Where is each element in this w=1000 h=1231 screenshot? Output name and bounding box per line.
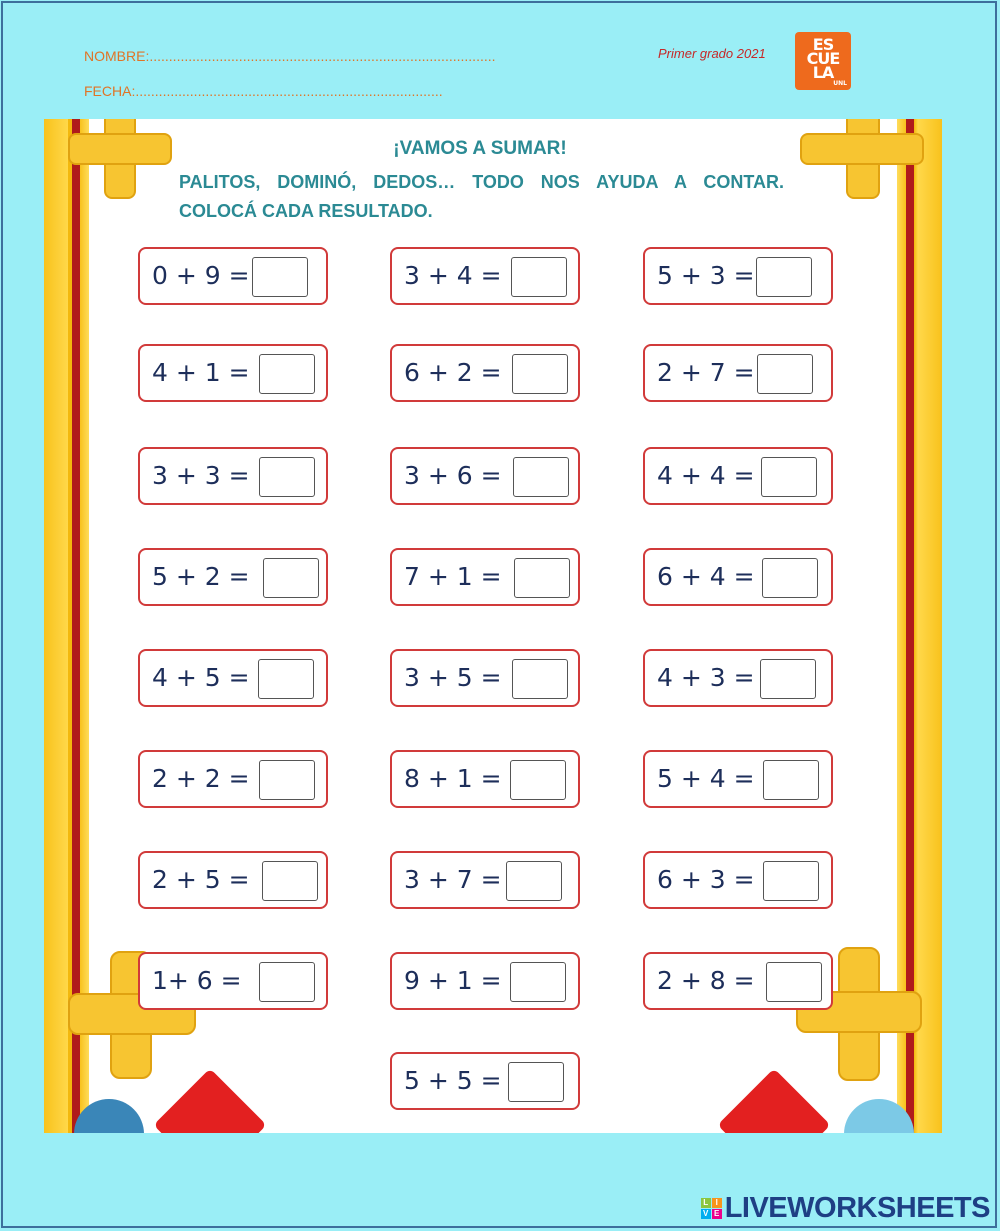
equation-box [390,247,580,305]
equation-box [138,952,328,1010]
liveworksheets-brand: LIVEWORKSHEETS [724,1192,990,1224]
logo-line: ES [812,35,834,54]
equation-box [390,447,580,505]
grade-label: Primer grado 2021 [658,46,766,61]
live-badge-icon [701,1198,722,1219]
answer-input[interactable] [512,354,568,394]
equation-text: 5 + 4 = [657,764,755,793]
equation-box [643,548,833,606]
answer-input[interactable] [762,558,818,598]
badge-letter: I [712,1198,722,1208]
instruction-line-1: PALITOS, DOMINÓ, DEDOS… TODO NOS AYUDA A CONTAR. [179,172,784,192]
answer-input[interactable] [262,861,318,901]
instruction-line-2: COLOCÁ CADA RESULTADO. [179,201,433,221]
equation-text: 3 + 6 = [404,461,502,490]
equation-box [390,750,580,808]
answer-input[interactable] [263,558,319,598]
badge-letter: V [701,1209,711,1219]
logo-sub: UNL [833,80,847,87]
times-icon [717,1068,830,1133]
equation-text: 4 + 4 = [657,461,755,490]
answer-input[interactable] [508,1062,564,1102]
answer-input[interactable] [766,962,822,1002]
answer-input[interactable] [506,861,562,901]
equation-text: 2 + 2 = [152,764,250,793]
equation-text: 5 + 3 = [657,261,755,290]
equation-text: 6 + 4 = [657,562,755,591]
equation-box [138,548,328,606]
equation-box [390,344,580,402]
answer-input[interactable] [512,659,568,699]
equation-box [643,247,833,305]
answer-input[interactable] [511,257,567,297]
equation-box [643,649,833,707]
answer-input[interactable] [259,457,315,497]
equation-text: 4 + 5 = [152,663,250,692]
answer-input[interactable] [510,962,566,1002]
answer-input[interactable] [756,257,812,297]
equation-box [643,344,833,402]
logo-line: LA [812,63,834,82]
equation-text: 3 + 7 = [404,865,502,894]
equation-box [643,952,833,1010]
answer-input[interactable] [514,558,570,598]
school-logo [795,32,851,90]
equation-box [390,548,580,606]
equation-box [643,447,833,505]
name-field-label: NOMBRE:......................................................................................... [84,48,496,64]
answer-input[interactable] [513,457,569,497]
equation-box [138,649,328,707]
equation-text: 6 + 2 = [404,358,502,387]
equation-text: 5 + 5 = [404,1066,502,1095]
badge-letter: E [712,1209,722,1219]
equation-text: 2 + 7 = [657,358,755,387]
equation-box [390,649,580,707]
worksheet-title: ¡VAMOS A SUMAR! [393,138,567,159]
equation-text: 3 + 4 = [404,261,502,290]
equation-box [138,750,328,808]
answer-input[interactable] [510,760,566,800]
badge-letter: L [701,1198,711,1208]
answer-input[interactable] [763,760,819,800]
date-field-label: FECHA:............................................................................... [84,83,443,99]
answer-input[interactable] [259,760,315,800]
times-icon [153,1068,266,1133]
answer-input[interactable] [258,659,314,699]
answer-input[interactable] [259,962,315,1002]
answer-input[interactable] [252,257,308,297]
equation-text: 4 + 3 = [657,663,755,692]
equation-text: 4 + 1 = [152,358,250,387]
liveworksheets-footer [701,1192,990,1225]
equation-box [390,952,580,1010]
equation-text: 2 + 5 = [152,865,250,894]
equation-box [390,1052,580,1110]
answer-input[interactable] [760,659,816,699]
equation-box [138,851,328,909]
equation-text: 0 + 9 = [152,261,250,290]
equation-text: 6 + 3 = [657,865,755,894]
answer-input[interactable] [757,354,813,394]
equation-box [390,851,580,909]
equation-box [643,750,833,808]
equation-text: 9 + 1 = [404,966,502,995]
equation-text: 3 + 5 = [404,663,502,692]
logo-line: CUE [806,49,840,68]
answer-input[interactable] [761,457,817,497]
equation-text: 2 + 8 = [657,966,755,995]
answer-input[interactable] [763,861,819,901]
equation-box [643,851,833,909]
equation-text: 3 + 3 = [152,461,250,490]
answer-input[interactable] [259,354,315,394]
equation-box [138,344,328,402]
equation-text: 8 + 1 = [404,764,502,793]
equation-box [138,447,328,505]
equation-text: 5 + 2 = [152,562,250,591]
equation-text: 1+ 6 = [152,966,242,995]
equation-text: 7 + 1 = [404,562,502,591]
equation-box [138,247,328,305]
